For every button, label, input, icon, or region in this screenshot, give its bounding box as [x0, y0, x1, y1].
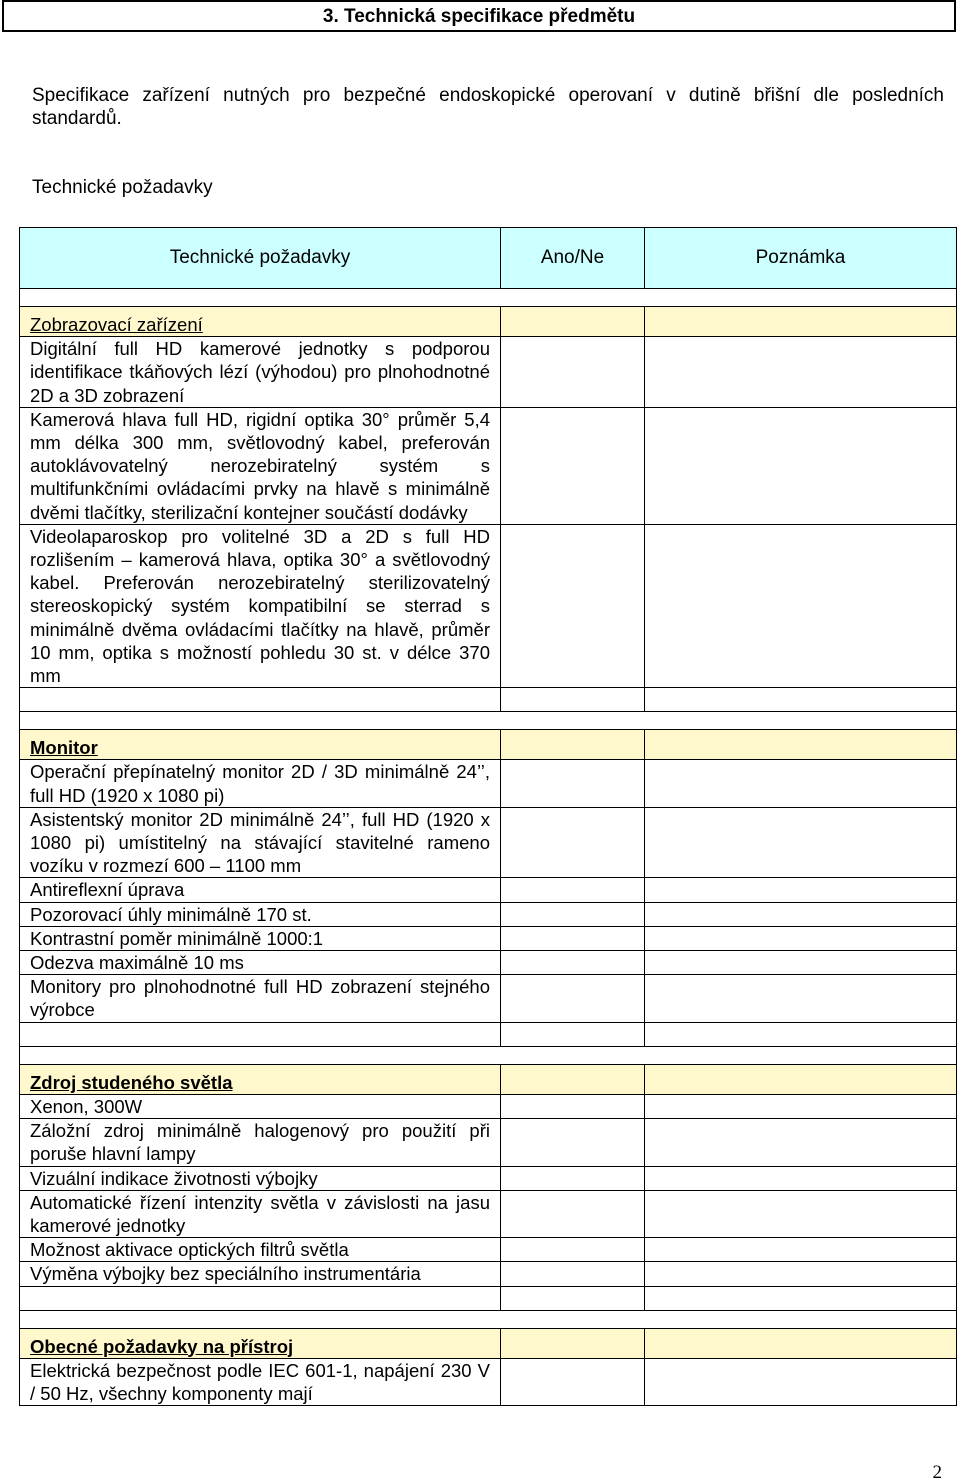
empty-row: [20, 1286, 957, 1310]
note-cell: [645, 878, 957, 902]
page-number: 2: [932, 1462, 942, 1483]
requirement-text: Antireflexní úprava: [20, 878, 501, 902]
yes-no-cell: [501, 1190, 645, 1237]
note-cell: [645, 337, 957, 408]
note-cell: [645, 975, 957, 1022]
yes-no-cell: [501, 1262, 645, 1286]
table-row: [20, 951, 957, 975]
section-heading: [20, 307, 501, 337]
empty-cell: [20, 1286, 501, 1310]
table-row: [20, 902, 957, 926]
requirement-text: Operační přepínatelný monitor 2D / 3D minimálně 24’’, full HD (1920 x 1080 pi): [20, 760, 501, 807]
yes-no-cell: [501, 1094, 645, 1118]
requirement-text: Pozorovací úhly minimálně 170 st.: [20, 902, 501, 926]
table-row: [20, 1119, 957, 1166]
note-cell: [645, 1358, 957, 1405]
section-heading-row: [20, 1064, 957, 1094]
yes-no-cell: [501, 878, 645, 902]
yes-no-cell: [501, 337, 645, 408]
requirement-text: Monitory pro plnohodnotné full HD zobrazení stejného výrobce: [20, 975, 501, 1022]
table-row: [20, 878, 957, 902]
empty-cell: [20, 1022, 501, 1046]
table-row: [20, 975, 957, 1022]
requirement-text: Možnost aktivace optických filtrů světla: [20, 1238, 501, 1262]
page-title: 3. Technická specifikace předmětu: [2, 0, 956, 32]
note-cell: [645, 1119, 957, 1166]
empty-row: [20, 688, 957, 712]
yes-no-cell: [501, 760, 645, 807]
table-row: [20, 524, 957, 687]
section-heading-yes-no: [501, 1064, 645, 1094]
requirement-text: Záložní zdroj minimálně halogenový pro použití při poruše hlavní lampy: [20, 1119, 501, 1166]
empty-cell: [501, 688, 645, 712]
yes-no-cell: [501, 975, 645, 1022]
section-heading-row: [20, 730, 957, 760]
table-row: [20, 1262, 957, 1286]
empty-row: [20, 1022, 957, 1046]
yes-no-cell: [501, 524, 645, 687]
spacer-cell: [20, 1310, 957, 1328]
yes-no-cell: [501, 926, 645, 950]
note-cell: [645, 1262, 957, 1286]
requirement-text: Kontrastní poměr minimálně 1000:1: [20, 926, 501, 950]
table-row: [20, 1238, 957, 1262]
note-cell: [645, 1238, 957, 1262]
note-cell: [645, 951, 957, 975]
table-row: [20, 1094, 957, 1118]
empty-cell: [645, 688, 957, 712]
section-spacer: [20, 1310, 957, 1328]
yes-no-cell: [501, 1238, 645, 1262]
table-row: [20, 407, 957, 524]
requirement-text: Asistentský monitor 2D minimálně 24’’, full HD (1920 x 1080 pi) umístitelný na stávající stavitelné rameno vozíku v rozmezí 600 – 1100 mm: [20, 807, 501, 878]
section-heading-note: [645, 1328, 957, 1358]
requirement-text: Digitální full HD kamerové jednotky s podporou identifikace tkáňových lézí (výhodou) pro plnohodnotné 2D a 3D zobrazení: [20, 337, 501, 408]
table-row: [20, 807, 957, 878]
yes-no-cell: [501, 1166, 645, 1190]
section-heading: [20, 1064, 501, 1094]
section-heading-note: [645, 730, 957, 760]
empty-cell: [645, 1286, 957, 1310]
spacer-cell: [20, 712, 957, 730]
table-row: [20, 337, 957, 408]
note-cell: [645, 807, 957, 878]
empty-cell: [645, 1022, 957, 1046]
requirement-text: Kamerová hlava full HD, rigidní optika 30° průměr 5,4 mm délka 300 mm, světlovodný kabel, preferován autoklávovatelný nerozebiratelný systém s multifunkčními ovládacími prvky na hlavě s minimálně dvěmi tlačítky, sterilizační kontejner součástí dodávky: [20, 407, 501, 524]
note-cell: [645, 902, 957, 926]
section-heading-row: [20, 1328, 957, 1358]
section-spacer: [20, 289, 957, 307]
note-cell: [645, 1166, 957, 1190]
table-row: [20, 1166, 957, 1190]
requirement-text: Výměna výbojky bez speciálního instrumentária: [20, 1262, 501, 1286]
yes-no-cell: [501, 407, 645, 524]
empty-cell: [20, 688, 501, 712]
table-header-row: [20, 228, 957, 289]
requirement-text: Videolaparoskop pro volitelné 3D a 2D s full HD rozlišením – kamerová hlava, optika 30° a světlovodný kabel. Preferován nerozebiratelný sterilizovatelný stereoskopický systém kompatibilní se sterrad s minimálně dvěma ovládacími tlačítky na hlavě, průměr 10 mm, optika s možností pohledu 30 st. v délce 370 mm: [20, 524, 501, 687]
section-heading-yes-no: [501, 307, 645, 337]
table-row: [20, 1190, 957, 1237]
note-cell: [645, 926, 957, 950]
table-row: [20, 926, 957, 950]
section-heading-yes-no: [501, 730, 645, 760]
spacer-cell: [20, 1046, 957, 1064]
requirement-text: Xenon, 300W: [20, 1094, 501, 1118]
yes-no-cell: [501, 807, 645, 878]
yes-no-cell: [501, 1119, 645, 1166]
intro-paragraph: Specifikace zařízení nutných pro bezpečné endoskopické operovaní v dutině břišní dle posledních standardů.: [32, 85, 944, 129]
table-row: [20, 1358, 957, 1405]
note-cell: [645, 524, 957, 687]
header-note: Poznámka: [645, 228, 957, 289]
yes-no-cell: [501, 951, 645, 975]
note-cell: [645, 760, 957, 807]
requirement-text: Odezva maximálně 10 ms: [20, 951, 501, 975]
section-heading-yes-no: [501, 1328, 645, 1358]
section-heading-note: [645, 307, 957, 337]
header-requirements: Technické požadavky: [20, 228, 501, 289]
yes-no-cell: [501, 902, 645, 926]
note-cell: [645, 407, 957, 524]
section-heading-row: [20, 307, 957, 337]
empty-cell: [501, 1022, 645, 1046]
table-row: [20, 760, 957, 807]
section-heading: [20, 1328, 501, 1358]
requirements-table: [19, 227, 957, 1406]
requirement-text: Vizuální indikace životnosti výbojky: [20, 1166, 501, 1190]
section-heading-label: Zobrazovací zařízení: [30, 314, 203, 335]
header-yes-no: Ano/Ne: [501, 228, 645, 289]
spacer-cell: [20, 289, 957, 307]
section-heading-label: Zdroj studeného světla: [30, 1071, 233, 1093]
section-spacer: [20, 712, 957, 730]
note-cell: [645, 1094, 957, 1118]
empty-cell: [501, 1286, 645, 1310]
requirement-text: Elektrická bezpečnost podle IEC 601-1, napájení 230 V / 50 Hz, všechny komponenty mají: [20, 1358, 501, 1405]
section-spacer: [20, 1046, 957, 1064]
section-heading-label: Monitor: [30, 737, 98, 759]
section-heading-label: Obecné požadavky na přístroj: [30, 1335, 294, 1357]
section-heading-note: [645, 1064, 957, 1094]
requirement-text: Automatické řízení intenzity světla v závislosti na jasu kamerové jednotky: [20, 1190, 501, 1237]
section-heading: [20, 730, 501, 760]
section-subheading: Technické požadavky: [32, 177, 213, 198]
note-cell: [645, 1190, 957, 1237]
yes-no-cell: [501, 1358, 645, 1405]
